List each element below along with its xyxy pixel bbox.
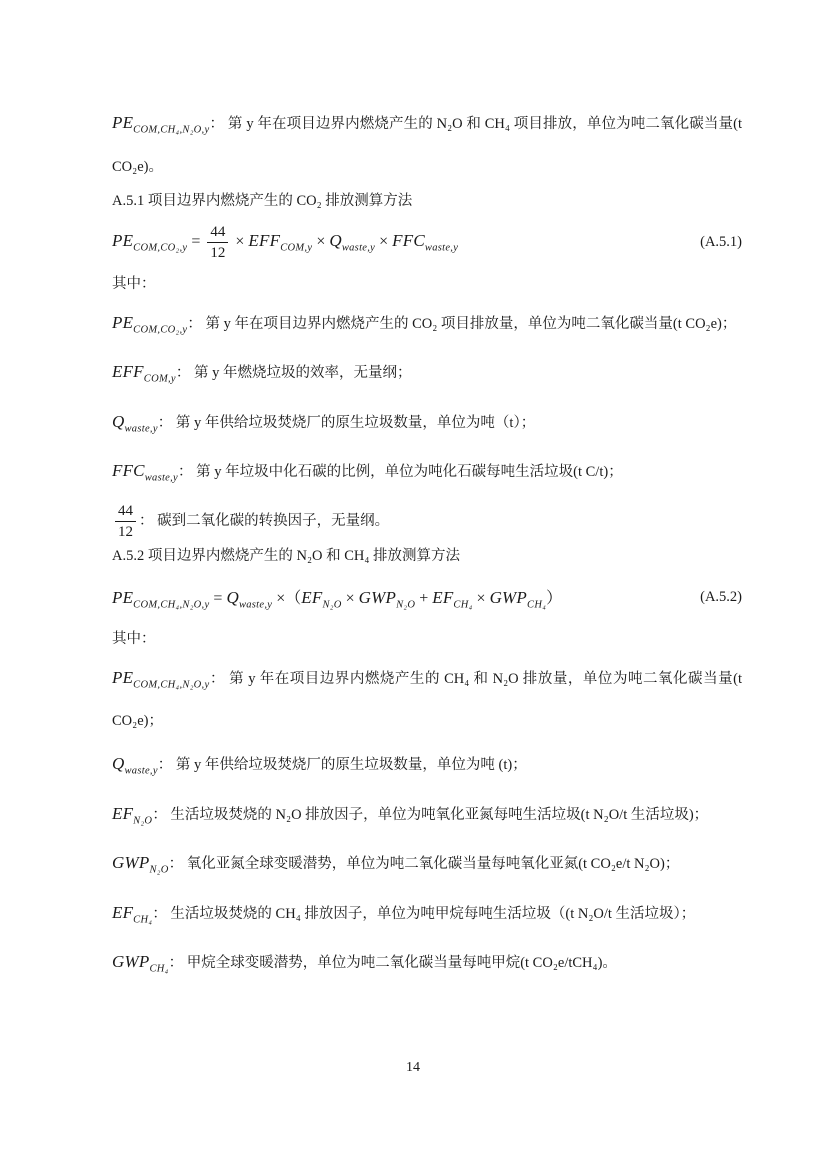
para-where-1: 其中： <box>112 275 156 292</box>
heading-a5-1: A.5.1 项目边界内燃烧产生的 CO₂ 排放测算方法 <box>112 192 413 209</box>
fraction: $\frac{44}{12}$ <box>207 223 228 262</box>
page-number: 14 <box>406 1060 420 1075</box>
formula-row-a5-2 <box>112 575 742 621</box>
para-gwp-n2o-def: $GWP_{N_2O}$： 氧化亚氮全球变暖潜势，单位为吨二氧化碳当量每吨氧化亚氮(t CO₂e/t N₂O)； <box>112 853 680 876</box>
para-q-waste-def-1: $Q_{waste,y}$： 第 y 年供给垃圾焚烧厂的原生垃圾数量，单位为吨（t）； <box>112 411 536 434</box>
para-eff-com-def: $EFF_{COM,y}$： 第 y 年燃烧垃圾的效率，无量纲； <box>112 362 412 385</box>
para-ef-n2o-def: $EF_{N_2O}$： 生活垃圾焚烧的 N₂O 排放因子，单位为吨氧化亚氮每吨生活垃圾(t N₂O/t 生活垃圾)； <box>112 803 709 826</box>
heading-a5-2: A.5.2 项目边界内燃烧产生的 N₂O 和 CH₄ 排放测算方法 <box>112 547 461 564</box>
para-ef-ch4-def: $EF_{CH_4}$： 生活垃圾焚烧的 CH₄ 排放因子，单位为吨甲烷每吨生活垃圾（(t N₂O/t 生活垃圾）； <box>112 902 696 925</box>
para-pe-com-ch4-n2o-intro: $PE_{COM,CH_4,N_2O,y}$： 第 y 年在项目边界内燃烧产生的 N₂O 和 CH₄ 项目排放，单位为吨二氧化碳当量(t CO₂e)。 <box>112 113 742 175</box>
fraction: $\frac{44}{12}$ <box>115 502 136 541</box>
formula-a5-1: $PE_{COM,CO_2,y}$ = $\frac{44}{12}$ × $EFF_{COM,y} \times Q_{waste,y} \times FFC_{waste,y}$ <box>112 224 459 261</box>
para-pe-com-ch4-n2o-def: $PE_{COM,CH_4,N_2O,y}$： 第 y 年在项目边界内燃烧产生的 CH₄ 和 N₂O 排放量，单位为吨二氧化碳当量(t CO₂e)； <box>112 667 742 729</box>
formula-row-a5-1 <box>112 220 742 266</box>
para-gwp-ch4-def: $GWP_{CH_4}$： 甲烷全球变暖潜势，单位为吨二氧化碳当量每吨甲烷(t CO₂e/tCH₄)。 <box>112 952 617 975</box>
para-where-2: 其中： <box>112 630 156 647</box>
para-pe-com-co2-def: $PE_{COM,CO_2,y}$： 第 y 年在项目边界内燃烧产生的 CO₂ 项目排放量，单位为吨二氧化碳当量(t CO₂e)； <box>112 312 737 335</box>
para-ffc-waste-def: $FFC_{waste,y}$： 第 y 年垃圾中化石碳的比例，单位为吨化石碳每吨生活垃圾(t C/t)； <box>112 461 623 484</box>
document-body <box>112 104 742 993</box>
equation-label-a5-1: (A.5.1) <box>700 234 742 250</box>
equation-label-a5-2: (A.5.2) <box>700 589 742 605</box>
formula-a5-2: $PE_{COM,CH_4,N_2O,y} = Q_{waste,y} \times(EF_{N_2O} \times GWP_{N_2O} + EF_{CH_4} \times GWP_{CH_4})$ <box>112 587 563 611</box>
para-q-waste-def-2: $Q_{waste,y}$： 第 y 年供给垃圾焚烧厂的原生垃圾数量，单位为吨 (t)； <box>112 754 527 777</box>
para-frac-44-12-def: $\frac{44}{12}$ ： 碳到二氧化碳的转换因子，无量纲。 <box>112 502 742 541</box>
